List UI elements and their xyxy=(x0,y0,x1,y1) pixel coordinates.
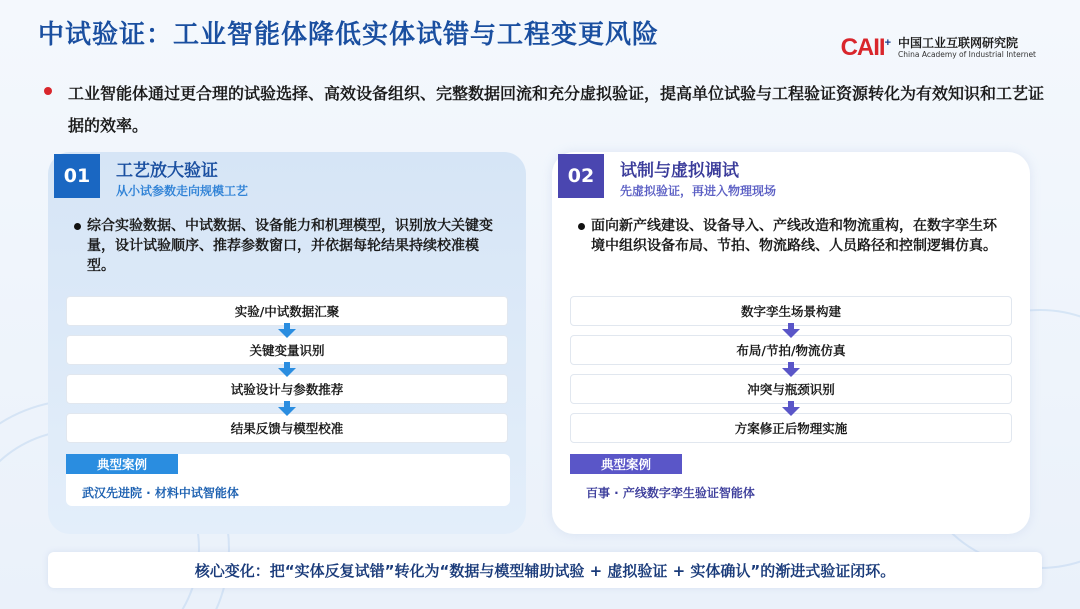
case-text: 武汉先进院 · 材料中试智能体 xyxy=(82,486,239,500)
process-step: 关键变量识别 xyxy=(66,335,508,365)
intro-bullet xyxy=(44,78,1044,142)
down-arrow-icon xyxy=(570,365,1012,374)
panel-subtitle: 先虚拟验证，再进入物理现场 xyxy=(620,184,777,198)
process-step: 冲突与瓶颈识别 xyxy=(570,374,1012,404)
process-steps xyxy=(66,296,508,443)
process-step: 结果反馈与模型校准 xyxy=(66,413,508,443)
panel-title: 试制与虚拟调试 xyxy=(620,161,739,181)
core-change-banner: 核心变化：把“实体反复试错”转化为“数据与模型辅助试验 + 虚拟验证 + 实体确认”的渐进式验证闭环。 xyxy=(48,552,1042,588)
panel-bullet xyxy=(74,216,504,276)
logo-text xyxy=(898,37,1036,59)
case-label: 典型案例 xyxy=(66,454,178,474)
case-label: 典型案例 xyxy=(570,454,682,474)
process-step: 数字孪生场景构建 xyxy=(570,296,1012,326)
case-box xyxy=(570,454,1014,506)
process-step: 实验/中试数据汇聚 xyxy=(66,296,508,326)
logo-mark-text: CAII xyxy=(840,34,885,61)
panel-number: 01 xyxy=(54,154,100,198)
panel-subtitle: 从小试参数走向规模工艺 xyxy=(116,184,249,198)
case-text: 百事 · 产线数字孪生验证智能体 xyxy=(586,486,755,500)
process-step: 试验设计与参数推荐 xyxy=(66,374,508,404)
bullet-dot-icon xyxy=(74,223,81,230)
logo-cn: 中国工业互联网研究院 xyxy=(898,35,1019,50)
panel-bullet-text: 面向新产线建设、设备导入、产线改造和物流重构，在数字孪生环境中组织设备布局、节拍、物流路线、人员路径和控制逻辑仿真。 xyxy=(591,218,997,254)
panel-process-scaleup xyxy=(48,152,526,534)
logo-mark xyxy=(841,34,890,62)
panel-bullet-text: 综合实验数据、中试数据、设备能力和机理模型，识别放大关键变量，设计试验顺序、推荐参数窗口，并依据每轮结果持续校准模型。 xyxy=(87,218,493,274)
process-step: 布局/节拍/物流仿真 xyxy=(570,335,1012,365)
panel-virtual-commissioning xyxy=(552,152,1030,534)
bullet-dot-icon xyxy=(44,87,52,95)
process-steps xyxy=(570,296,1012,443)
panel-title: 工艺放大验证 xyxy=(116,161,218,181)
down-arrow-icon xyxy=(570,326,1012,335)
intro-text: 工业智能体通过更合理的试验选择、高效设备组织、完整数据回流和充分虚拟验证，提高单位试验与工程验证资源转化为有效知识和工艺证据的效率。 xyxy=(68,84,1045,135)
panel-bullet xyxy=(578,216,1008,256)
slide-title: 中试验证：工业智能体降低实体试错与工程变更风险 xyxy=(38,20,660,50)
down-arrow-icon xyxy=(66,365,508,374)
down-arrow-icon xyxy=(66,404,508,413)
panel-number: 02 xyxy=(558,154,604,198)
logo-mark-sup: + xyxy=(884,37,891,49)
down-arrow-icon xyxy=(570,404,1012,413)
case-box xyxy=(66,454,510,506)
down-arrow-icon xyxy=(66,326,508,335)
logo xyxy=(841,34,1036,62)
process-step: 方案修正后物理实施 xyxy=(570,413,1012,443)
logo-en: China Academy of Industrial Internet xyxy=(898,49,1036,59)
bullet-dot-icon xyxy=(578,223,585,230)
